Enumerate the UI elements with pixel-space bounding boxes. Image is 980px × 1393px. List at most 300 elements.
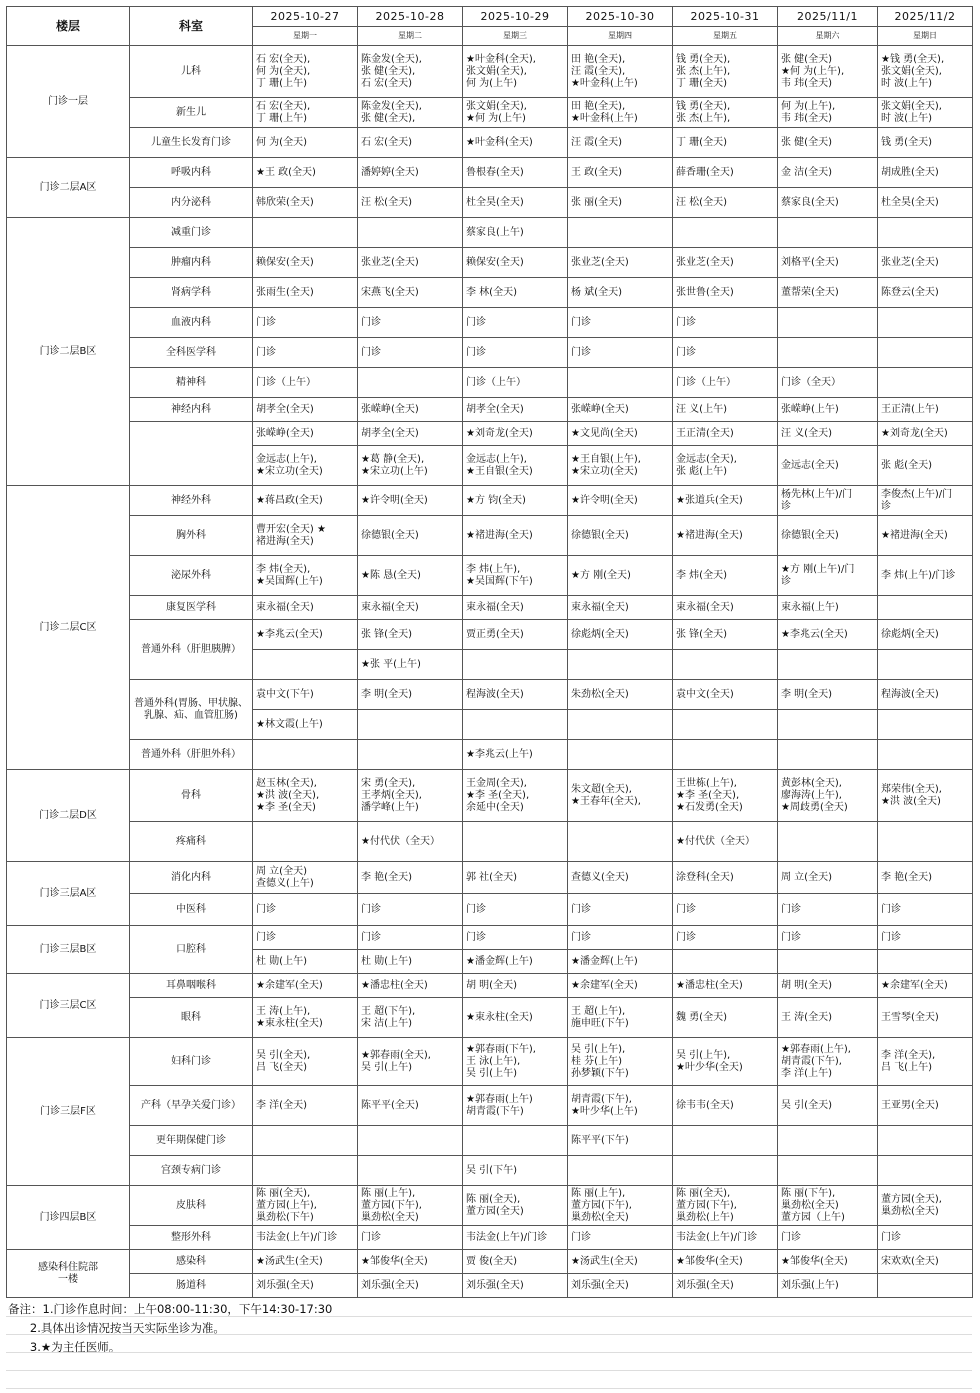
schedule-cell: 束永福(全天) [463, 596, 568, 620]
floor-cell: 门诊二层A区 [7, 158, 130, 218]
schedule-cell: 张世鲁(全天) [673, 278, 778, 308]
schedule-cell: 赖保安(全天) [253, 248, 358, 278]
schedule-cell: 陈登云(全天) [878, 278, 973, 308]
schedule-cell: 查德义(全天) [568, 862, 673, 894]
date-header: 2025/11/1 [778, 7, 878, 27]
schedule-cell: 胡 明(全天) [463, 974, 568, 998]
schedule-cell: 丁 珊(全天) [673, 128, 778, 158]
schedule-cell [878, 740, 973, 770]
schedule-cell: 张嵘峥(上午) [778, 398, 878, 422]
schedule-cell [568, 740, 673, 770]
schedule-cell: 钱 勇(全天) [878, 128, 973, 158]
dept-cell: 儿科 [130, 46, 253, 98]
schedule-cell: 门诊（上午） [463, 368, 568, 398]
schedule-cell: 胡青霞(下午), ★叶少华(上午) [568, 1086, 673, 1126]
schedule-cell: 门诊 [358, 894, 463, 926]
schedule-cell: 徐德银(全天) [778, 516, 878, 556]
schedule-cell: 金远志(上午), ★宋立功(全天) [253, 446, 358, 486]
schedule-cell [878, 308, 973, 338]
weekday-header: 星期六 [778, 27, 878, 46]
schedule-cell: 束永福(全天) [568, 596, 673, 620]
schedule-cell [463, 822, 568, 862]
schedule-cell [463, 1126, 568, 1156]
schedule-cell: 石 宏(全天), 丁 珊(上午) [253, 98, 358, 128]
schedule-cell: ★陈 恳(全天) [358, 556, 463, 596]
schedule-cell: 吴 引(下午) [463, 1156, 568, 1186]
floor-cell: 门诊一层 [7, 46, 130, 158]
schedule-cell: 张业芝(全天) [878, 248, 973, 278]
schedule-cell: ★许令明(全天) [568, 486, 673, 516]
schedule-cell: 刘乐强(全天) [673, 1274, 778, 1298]
weekday-header: 星期日 [878, 27, 973, 46]
schedule-cell: 徐彪炳(全天) [878, 620, 973, 650]
schedule-cell: 张 锋(全天) [358, 620, 463, 650]
table-row [7, 1086, 973, 1126]
schedule-cell: 周 立(全天) 查德义(上午) [253, 862, 358, 894]
table-row [7, 368, 973, 398]
schedule-cell: 田 艳(全天), ★叶金科(上午) [568, 98, 673, 128]
dept-cell: 内分泌科 [130, 188, 253, 218]
weekday-header: 星期二 [358, 27, 463, 46]
schedule-cell: ★许令明(全天) [358, 486, 463, 516]
floor-cell: 门诊四层B区 [7, 1186, 130, 1250]
schedule-cell: 王亚男(全天) [878, 1086, 973, 1126]
table-row [7, 1250, 973, 1274]
dept-cell: 胸外科 [130, 516, 253, 556]
table-row [7, 620, 973, 650]
schedule-cell [358, 368, 463, 398]
schedule-cell: 曹开宏(全天) ★ 褚进海(全天) [253, 516, 358, 556]
schedule-cell: 陈 丽(全天), 董方园(上午), 巢劲松(下午) [253, 1186, 358, 1226]
table-row [7, 218, 973, 248]
dept-cell: 消化内科 [130, 862, 253, 894]
schedule-cell [673, 218, 778, 248]
schedule-cell: 李 明(全天) [778, 680, 878, 710]
table-row [7, 1038, 973, 1086]
schedule-cell: 韩欣荣(全天) [253, 188, 358, 218]
schedule-cell [778, 650, 878, 680]
schedule-cell: 门诊 [673, 894, 778, 926]
schedule-cell: 韦法金(上午)/门诊 [463, 1226, 568, 1250]
schedule-cell [878, 650, 973, 680]
schedule-cell: 王金周(全天), ★李 圣(全天), 余延中(全天) [463, 770, 568, 822]
schedule-cell: 束永福(全天) [358, 596, 463, 620]
floor-cell: 门诊三层B区 [7, 926, 130, 974]
floor-cell: 门诊三层F区 [7, 1038, 130, 1186]
table-row [7, 188, 973, 218]
dept-cell [130, 422, 253, 486]
schedule-cell: 陈 丽(上午), 董方园(下午), 巢劲松(全天) [358, 1186, 463, 1226]
schedule-cell [673, 650, 778, 680]
schedule-cell [358, 1126, 463, 1156]
schedule-cell: 贾正勇(全天) [463, 620, 568, 650]
schedule-cell: 徐彪炳(全天) [568, 620, 673, 650]
schedule-cell: 门诊 [253, 926, 358, 950]
schedule-cell: 王 涛(上午), ★束永柱(全天) [253, 998, 358, 1038]
schedule-table [6, 6, 973, 1298]
schedule-cell: 陈平平(下午) [568, 1126, 673, 1156]
schedule-cell: 宋欢欢(全天) [878, 1250, 973, 1274]
schedule-cell: 王 超(下午), 宋 洁(上午) [358, 998, 463, 1038]
schedule-cell: ★葛 静(全天), ★宋立功(上午) [358, 446, 463, 486]
schedule-cell: 周 立(全天) [778, 862, 878, 894]
weekday-header: 星期四 [568, 27, 673, 46]
schedule-cell: ★束永柱(全天) [463, 998, 568, 1038]
schedule-cell [568, 650, 673, 680]
dept-cell: 泌尿外科 [130, 556, 253, 596]
schedule-cell: 李 炜(全天) [673, 556, 778, 596]
floor-cell: 门诊三层C区 [7, 974, 130, 1038]
table-row [7, 516, 973, 556]
schedule-cell: 张 丽(全天) [568, 188, 673, 218]
schedule-cell: 徐德银(全天) [358, 516, 463, 556]
schedule-cell: 束永福(全天) [253, 596, 358, 620]
floor-cell: 门诊三层A区 [7, 862, 130, 926]
grid-line [6, 1352, 972, 1353]
schedule-cell: 刘格平(全天) [778, 248, 878, 278]
dept-cell: 普通外科（肝胆外科） [130, 740, 253, 770]
schedule-cell: 胡孝全(全天) [358, 422, 463, 446]
schedule-cell: 徐韦韦(全天) [673, 1086, 778, 1126]
schedule-cell: 赵玉林(全天), ★洪 波(全天), ★李 圣(全天) [253, 770, 358, 822]
schedule-cell: ★褚进海(全天) [463, 516, 568, 556]
table-row [7, 46, 973, 98]
schedule-cell: 杜 勋(上午) [253, 950, 358, 974]
dept-cell: 康复医学科 [130, 596, 253, 620]
schedule-cell [463, 650, 568, 680]
schedule-cell [358, 710, 463, 740]
weekday-header: 星期一 [253, 27, 358, 46]
dept-cell: 呼吸内科 [130, 158, 253, 188]
schedule-cell: 李 炜(上午)/门诊 [878, 556, 973, 596]
dept-cell: 中医科 [130, 894, 253, 926]
date-header: 2025-10-28 [358, 7, 463, 27]
schedule-cell: ★文见尚(全天) [568, 422, 673, 446]
schedule-cell: 李 炜(上午), ★吴国辉(下午) [463, 556, 568, 596]
floor-cell: 门诊二层D区 [7, 770, 130, 862]
schedule-cell: ★郭春雨(上午) 胡青霞(下午) [463, 1086, 568, 1126]
table-row [7, 308, 973, 338]
schedule-cell [878, 338, 973, 368]
dept-cell: 普通外科(胃肠、甲状腺、乳腺、疝、血管肛肠) [130, 680, 253, 740]
floor-cell: 感染科住院部 一楼 [7, 1250, 130, 1298]
schedule-cell: ★汤武生(全天) [568, 1250, 673, 1274]
table-row [7, 894, 973, 926]
schedule-cell: 韦法金(上午)/门诊 [253, 1226, 358, 1250]
schedule-cell [463, 710, 568, 740]
schedule-cell: 何 为(全天) [253, 128, 358, 158]
schedule-cell: 门诊 [358, 308, 463, 338]
schedule-cell: 吴 引(上午), 桂 芬(上午) 孙梦颖(下午) [568, 1038, 673, 1086]
schedule-cell: 杨 斌(全天) [568, 278, 673, 308]
dept-header: 科室 [130, 7, 253, 46]
table-row [7, 338, 973, 368]
schedule-cell: 陈 丽(下午), 巢劲松(全天) 董方园（上午) [778, 1186, 878, 1226]
dept-cell: 血液内科 [130, 308, 253, 338]
dept-cell: 精神科 [130, 368, 253, 398]
table-row [7, 1274, 973, 1298]
dept-cell: 神经外科 [130, 486, 253, 516]
schedule-cell [778, 218, 878, 248]
schedule-cell: 刘乐强(全天) [463, 1274, 568, 1298]
schedule-cell: 汪 霞(全天) [568, 128, 673, 158]
table-row [7, 998, 973, 1038]
schedule-cell: ★李兆云(全天) [253, 620, 358, 650]
schedule-cell: 杨先林(上午)/门 诊 [778, 486, 878, 516]
schedule-cell: 金远志(全天), 张 彪(上午) [673, 446, 778, 486]
table-row [7, 422, 973, 446]
schedule-cell: 胡孝全(全天) [253, 398, 358, 422]
schedule-cell [878, 218, 973, 248]
schedule-cell: 张业芝(全天) [673, 248, 778, 278]
schedule-cell [673, 740, 778, 770]
schedule-cell: 张 锋(全天) [673, 620, 778, 650]
dept-cell: 妇科门诊 [130, 1038, 253, 1086]
table-row [7, 770, 973, 822]
schedule-cell: 陈金发(全天), 张 健(全天), 石 宏(全天) [358, 46, 463, 98]
schedule-cell: 门诊 [878, 894, 973, 926]
floor-cell: 门诊二层C区 [7, 486, 130, 770]
schedule-cell: 杜全昊(全天) [463, 188, 568, 218]
schedule-cell: 王 超(上午), 施申旺(下午) [568, 998, 673, 1038]
schedule-cell [673, 1156, 778, 1186]
schedule-cell: 李 艳(全天) [878, 862, 973, 894]
schedule-cell: 何 为(上午), 韦 玮(全天) [778, 98, 878, 128]
date-header: 2025-10-31 [673, 7, 778, 27]
schedule-cell: 门诊 [568, 308, 673, 338]
schedule-cell: 门诊 [568, 338, 673, 368]
schedule-cell: 汪 义(全天) [778, 422, 878, 446]
schedule-cell: 门诊 [778, 894, 878, 926]
weekday-header: 星期三 [463, 27, 568, 46]
schedule-cell: 门诊 [463, 894, 568, 926]
schedule-cell: 宋燕飞(全天) [358, 278, 463, 308]
table-row [7, 1186, 973, 1226]
dept-cell: 更年期保健门诊 [130, 1126, 253, 1156]
schedule-cell [778, 1126, 878, 1156]
schedule-cell: 陈平平(全天) [358, 1086, 463, 1126]
schedule-cell [568, 368, 673, 398]
schedule-cell: 门诊（上午） [673, 368, 778, 398]
table-row [7, 974, 973, 998]
schedule-cell: 门诊 [463, 338, 568, 368]
schedule-cell: 王正清(全天) [673, 422, 778, 446]
table-row [7, 398, 973, 422]
notes [8, 1300, 332, 1357]
dept-cell: 普通外科（肝胆胰脾） [130, 620, 253, 680]
schedule-cell: 袁中文(下午) [253, 680, 358, 710]
schedule-cell: 蔡家良(上午) [463, 218, 568, 248]
schedule-cell: ★张 平(上午) [358, 650, 463, 680]
schedule-cell: ★方 刚(全天) [568, 556, 673, 596]
schedule-cell: 门诊 [463, 308, 568, 338]
schedule-cell: 吴 引(全天), 吕 飞(全天) [253, 1038, 358, 1086]
schedule-cell: 杜全昊(全天) [878, 188, 973, 218]
schedule-cell: 门诊 [253, 894, 358, 926]
table-row [7, 740, 973, 770]
schedule-cell: 胡成胜(全天) [878, 158, 973, 188]
schedule-cell: 张文娟(全天), 时 波(上午) [878, 98, 973, 128]
table-row [7, 98, 973, 128]
date-header: 2025/11/2 [878, 7, 973, 27]
schedule-cell [778, 950, 878, 974]
date-header: 2025-10-29 [463, 7, 568, 27]
schedule-cell: 金远志(全天) [778, 446, 878, 486]
table-row [7, 1226, 973, 1250]
dept-cell: 减重门诊 [130, 218, 253, 248]
date-header: 2025-10-30 [568, 7, 673, 27]
table-row [7, 926, 973, 950]
schedule-cell: 朱劲松(全天) [568, 680, 673, 710]
schedule-cell: 涂登科(全天) [673, 862, 778, 894]
schedule-body [7, 46, 973, 1298]
schedule-cell [358, 218, 463, 248]
schedule-cell: 刘乐强(全天) [253, 1274, 358, 1298]
dept-cell: 肿瘤内科 [130, 248, 253, 278]
note-line: 3.★为主任医师。 [8, 1340, 121, 1354]
schedule-cell: 张嵘峥(全天) [253, 422, 358, 446]
schedule-cell: 王正清(上午) [878, 398, 973, 422]
schedule-cell: ★余建军(全天) [568, 974, 673, 998]
schedule-cell: ★张道兵(全天) [673, 486, 778, 516]
schedule-cell: 张业芝(全天) [568, 248, 673, 278]
schedule-cell: 陈 丽(上午), 董方园(下午), 巢劲松(全天) [568, 1186, 673, 1226]
note-line: 备注：1.门诊作息时间：上午08:00-11:30，下午14:30-17:30 [8, 1302, 333, 1316]
table-row [7, 822, 973, 862]
schedule-cell [778, 740, 878, 770]
schedule-cell: 李 林(全天) [463, 278, 568, 308]
schedule-cell: 程海波(全天) [463, 680, 568, 710]
schedule-cell: 王 政(全天) [568, 158, 673, 188]
schedule-cell: 王 涛(全天) [778, 998, 878, 1038]
table-row [7, 278, 973, 308]
schedule-cell [568, 218, 673, 248]
schedule-cell: ★潘金辉(上午) [463, 950, 568, 974]
schedule-cell: 张雨生(全天) [253, 278, 358, 308]
dept-cell: 口腔科 [130, 926, 253, 974]
schedule-cell [568, 710, 673, 740]
schedule-cell: 门诊 [673, 926, 778, 950]
schedule-cell [673, 710, 778, 740]
schedule-cell: 张嵘峥(全天) [358, 398, 463, 422]
schedule-cell [253, 650, 358, 680]
schedule-cell: 黄彭林(全天), 廖海涛(上午), ★周歧勇(全天) [778, 770, 878, 822]
schedule-cell: 胡孝全(全天) [463, 398, 568, 422]
dept-cell: 眼科 [130, 998, 253, 1038]
schedule-cell: 袁中文(全天) [673, 680, 778, 710]
schedule-cell: 韦法金(上午)/门诊 [673, 1226, 778, 1250]
schedule-cell: ★余建军(全天) [878, 974, 973, 998]
dept-cell: 新生儿 [130, 98, 253, 128]
schedule-cell [878, 368, 973, 398]
schedule-cell: 张 健(全天) [778, 128, 878, 158]
table-row [7, 862, 973, 894]
schedule-cell: ★付代伏（全天） [358, 822, 463, 862]
table-row [7, 158, 973, 188]
schedule-cell: 李 艳(全天) [358, 862, 463, 894]
schedule-cell: 王世栋(上午), ★李 圣(全天), ★石发勇(全天) [673, 770, 778, 822]
weekday-header: 星期五 [673, 27, 778, 46]
schedule-cell: 门诊 [568, 1226, 673, 1250]
schedule-cell [878, 1156, 973, 1186]
schedule-cell: 汪 松(全天) [673, 188, 778, 218]
schedule-cell: 门诊 [568, 894, 673, 926]
schedule-cell [253, 1126, 358, 1156]
schedule-cell: ★刘奇龙(全天) [878, 422, 973, 446]
schedule-cell: 魏 勇(全天) [673, 998, 778, 1038]
schedule-cell: ★郭春雨(下午), 王 泳(上午), 吴 引(上午) [463, 1038, 568, 1086]
schedule-cell: 鲁根春(全天) [463, 158, 568, 188]
dept-cell: 神经内科 [130, 398, 253, 422]
table-row [7, 556, 973, 596]
schedule-cell: 石 宏(全天) [358, 128, 463, 158]
dept-cell: 产科（早孕关爱门诊） [130, 1086, 253, 1126]
table-row [7, 1126, 973, 1156]
schedule-cell [358, 740, 463, 770]
schedule-cell: 李 明(全天) [358, 680, 463, 710]
schedule-cell: 胡 明(全天) [778, 974, 878, 998]
schedule-cell: 门诊 [568, 926, 673, 950]
date-header: 2025-10-27 [253, 7, 358, 27]
schedule-cell: 蔡家良(全天) [778, 188, 878, 218]
schedule-cell: 徐德银(全天) [568, 516, 673, 556]
schedule-cell [673, 1126, 778, 1156]
schedule-cell: ★李兆云(全天) [778, 620, 878, 650]
schedule-cell: 门诊 [358, 338, 463, 368]
schedule-cell: ★潘忠柱(全天) [673, 974, 778, 998]
schedule-cell [568, 822, 673, 862]
schedule-cell: ★刘奇龙(全天) [463, 422, 568, 446]
table-row [7, 596, 973, 620]
schedule-cell [568, 1156, 673, 1186]
schedule-cell: 王雪琴(全天) [878, 998, 973, 1038]
table-row [7, 128, 973, 158]
floor-cell: 门诊二层B区 [7, 218, 130, 486]
schedule-cell: 张业芝(全天) [358, 248, 463, 278]
dept-cell: 疼痛科 [130, 822, 253, 862]
schedule-cell: 门诊 [253, 338, 358, 368]
schedule-cell: ★褚进海(全天) [673, 516, 778, 556]
schedule-cell: 石 宏(全天), 何 为(全天), 丁 珊(上午) [253, 46, 358, 98]
dept-cell: 儿童生长发育门诊 [130, 128, 253, 158]
schedule-cell: ★邹俊华(全天) [358, 1250, 463, 1274]
floor-header: 楼层 [7, 7, 130, 46]
schedule-cell: 门诊（上午） [253, 368, 358, 398]
dept-cell: 感染科 [130, 1250, 253, 1274]
schedule-cell: ★林文霞(上午) [253, 710, 358, 740]
schedule-cell: 束永福(上午) [778, 596, 878, 620]
dept-cell: 宫颈专病门诊 [130, 1156, 253, 1186]
schedule-cell [253, 218, 358, 248]
schedule-cell: 张文娟(全天), ★何 为(上午) [463, 98, 568, 128]
schedule-cell [778, 338, 878, 368]
schedule-cell: ★郭春雨(全天), 吴 引(上午) [358, 1038, 463, 1086]
schedule-cell: 吴 引(全天) [778, 1086, 878, 1126]
schedule-cell [878, 710, 973, 740]
schedule-cell: 张嵘峥(全天) [568, 398, 673, 422]
schedule-cell: ★叶金科(全天) [463, 128, 568, 158]
schedule-cell [358, 1156, 463, 1186]
schedule-cell: 刘乐强(全天) [568, 1274, 673, 1298]
schedule-cell [253, 822, 358, 862]
schedule-cell [673, 950, 778, 974]
schedule-cell: 董帮荣(全天) [778, 278, 878, 308]
schedule-cell: 门诊 [878, 926, 973, 950]
schedule-cell [253, 1156, 358, 1186]
schedule-cell: 陈 丽(全天), 董方园(下午), 巢劲松(上午) [673, 1186, 778, 1226]
schedule-cell: 陈金发(全天), 张 健(全天), [358, 98, 463, 128]
schedule-cell: ★蒋昌政(全天) [253, 486, 358, 516]
